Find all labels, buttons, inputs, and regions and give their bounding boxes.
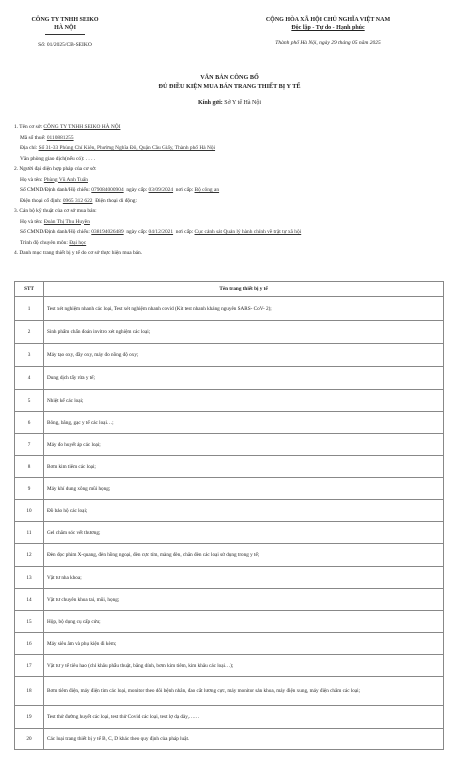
document-title: VĂN BẢN CÔNG BỐ	[200, 74, 259, 81]
row-equipment-name: Gel chăm sóc vết thương;	[44, 522, 444, 544]
document-subtitle: ĐỦ ĐIỀU KIỆN MUA BÁN TRANG THIẾT BỊ Y TẾ	[158, 83, 301, 90]
rep-issue-date-value: 03/09/2024	[148, 187, 174, 193]
rep-id-value: 079084000904	[91, 187, 124, 193]
row-stt: 11	[15, 522, 44, 544]
rep-name-value: Phùng Vũ Anh Tuấn	[43, 176, 88, 183]
section-2-label: 2. Người đại diện hợp pháp của cơ sở:	[14, 166, 97, 172]
table-row	[15, 706, 444, 729]
row-stt: 10	[15, 500, 44, 522]
table-row	[15, 589, 444, 611]
table-row	[15, 456, 444, 478]
table-row	[15, 412, 444, 434]
table-row	[15, 390, 444, 412]
row-equipment-name: Test thử đường huyết các loại, test thử Covid các loại, test lợ dạ dày,……	[44, 706, 444, 729]
row-stt: 6	[15, 412, 44, 434]
rep-issue-place-value: Bộ công an	[194, 187, 220, 193]
rep-landline-value: 0965 312 622	[62, 197, 93, 204]
row-equipment-name: Các loại trang thiết bị y tế B, C, D khác theo quy định của pháp luật.	[44, 729, 444, 750]
rep-issue-place-label: nơi cấp:	[175, 187, 194, 193]
tax-line	[14, 133, 444, 144]
row-stt: 15	[15, 611, 44, 633]
address-line	[14, 143, 444, 154]
row-equipment-name: Vật tư y tế tiêu hao (chỉ khâu phẫu thuật, băng dính, bơm kim tiêm, kim khâu các loại…);	[44, 655, 444, 677]
national-header	[238, 16, 418, 47]
row-equipment-name: Vật tư nha khoa;	[44, 567, 444, 589]
row-equipment-name: Bơm kim tiêm các loại;	[44, 456, 444, 478]
table-row	[15, 500, 444, 522]
nation-title: CỘNG HÒA XÃ HỘI CHỦ NGHĨA VIỆT NAM	[265, 17, 391, 23]
office-value: . . . .	[85, 155, 96, 162]
rep-name-line	[14, 175, 444, 186]
facility-name: CÔNG TY TNHH SEIKO HÀ NỘI	[43, 124, 121, 130]
table-row	[15, 522, 444, 544]
tax-label: Mã số thuế:	[20, 134, 46, 141]
row-stt: 4	[15, 367, 44, 390]
table-row	[15, 677, 444, 706]
row-stt: 12	[15, 544, 44, 567]
row-equipment-name: Hộp, bộ dụng cụ cấp cứu;	[44, 611, 444, 633]
document-body	[14, 122, 444, 259]
row-equipment-name: Vật tư chuyên khoa tai, mũi, họng;	[44, 589, 444, 611]
office-line	[14, 154, 444, 165]
table-row	[15, 478, 444, 500]
rep-issue-date-label: ngày cấp:	[126, 187, 148, 193]
section-1-name	[14, 122, 444, 133]
tech-issue-date-value: 04/12/2021	[148, 229, 174, 235]
table-row	[15, 655, 444, 677]
rep-landline-label: Điện thoại cố định:	[20, 197, 62, 204]
table-row	[15, 544, 444, 567]
table-row	[15, 344, 444, 367]
row-stt: 16	[15, 633, 44, 655]
company-city: HÀ NỘI	[54, 25, 76, 31]
row-stt: 19	[15, 706, 44, 729]
table-row	[15, 367, 444, 390]
tech-qual-line	[14, 238, 444, 249]
tax-value: 0110881255	[46, 134, 74, 141]
col-header-stt: STT	[15, 282, 44, 297]
row-stt: 13	[15, 567, 44, 589]
rep-phone-line	[14, 196, 444, 207]
row-equipment-name: Máy tạo oxy, đầy oxy, máy đo nồng độ oxy;	[44, 344, 444, 367]
rep-mobile-label: Điện thoại di động:	[95, 197, 137, 204]
row-stt: 18	[15, 677, 44, 706]
rep-id-line	[14, 185, 444, 196]
tech-name-label: Họ và tên:	[20, 218, 43, 225]
table-row	[15, 633, 444, 655]
row-equipment-name: Dung dịch tẩy rửa y tế;	[44, 367, 444, 390]
row-equipment-name: Đèn đọc phim X-quang, đèn hồng ngoại, đèn cực tím, màng đèn, chăn đèn các loại sử dụng trong y tế;	[44, 544, 444, 567]
row-equipment-name: Máy khí dung xông mũi họng;	[44, 478, 444, 500]
table-row	[15, 297, 444, 321]
section-3-label: 3. Cán bộ kỹ thuật của cơ sở mua bán:	[14, 208, 97, 214]
company-name: CÔNG TY TNHH SEIKO	[31, 17, 99, 23]
tech-name-value: Đoàn Thị Thu Huyền	[43, 218, 90, 225]
row-stt: 17	[15, 655, 44, 677]
recipient-line	[0, 100, 459, 106]
equipment-table	[14, 281, 444, 750]
row-equipment-name: Bông, băng, gạc y tế các loại…;	[44, 412, 444, 434]
tech-issue-place-label: nơi cấp:	[175, 229, 194, 235]
tech-qual-value: Đại học	[69, 239, 87, 246]
recipient-label: Kính gửi:	[197, 100, 223, 106]
row-stt: 8	[15, 456, 44, 478]
row-stt: 9	[15, 478, 44, 500]
tech-name-line	[14, 217, 444, 228]
tech-id-value: 038194026489	[91, 229, 124, 235]
document-date: Thành phố Hà Nội, ngày 29 tháng 05 năm 2025	[275, 40, 381, 46]
tech-id-line	[14, 227, 444, 238]
table-row	[15, 611, 444, 633]
row-stt: 2	[15, 321, 44, 344]
nation-motto: Độc lập - Tự do - Hạnh phúc	[291, 25, 365, 31]
header-divider	[45, 34, 85, 35]
company-header	[10, 16, 120, 49]
row-stt: 5	[15, 390, 44, 412]
table-row	[15, 729, 444, 750]
row-stt: 7	[15, 434, 44, 456]
section-4-label: 4. Danh mục trang thiết bị y tế do cơ sở thực hiện mua bán.	[14, 250, 143, 256]
table-row	[15, 321, 444, 344]
table-row	[15, 567, 444, 589]
tech-qual-label: Trình độ chuyên môn:	[20, 239, 68, 246]
row-equipment-name: Bơm tiêm điện, máy điện tim các loại, monitor theo dõi bệnh nhân, đao cắt lương cực, máy monitor sản khoa, máy điện xung, máy điện châm các loại;	[44, 677, 444, 706]
address-value: Số 31-33 Phùng Chí Kiên, Phường Nghĩa Đô, Quận Cầu Giấy, Thành phố Hà Nội	[38, 145, 216, 151]
table-header-row	[15, 282, 444, 297]
row-equipment-name: Sinh phẩm chẩn đoán invitro xét nghiệm các loại;	[44, 321, 444, 344]
row-stt: 3	[15, 344, 44, 367]
tech-issue-place-value: Cục cảnh sát Quản lý hành chính về trật tự xã hội	[194, 229, 302, 235]
row-equipment-name: Đồ bảo hộ các loại;	[44, 500, 444, 522]
row-stt: 20	[15, 729, 44, 750]
row-equipment-name: Test xét nghiệm nhanh các loại, Test xét nghiệm nhanh covid (Kit test nhanh kháng nguyên SARS- CoV- 2);	[44, 297, 444, 321]
rep-id-label: Số CMND/Định danh/Hộ chiếu:	[20, 187, 90, 193]
tech-issue-date-label: ngày cấp:	[126, 229, 148, 235]
row-equipment-name: Nhiệt kế các loại;	[44, 390, 444, 412]
table-row	[15, 434, 444, 456]
section-1-label: 1. Tên cơ sở:	[14, 124, 43, 130]
address-label: Địa chỉ:	[20, 145, 38, 151]
recipient-value: Sở Y tế Hà Nội	[224, 100, 261, 106]
row-equipment-name: Máy đo huyết áp các loại;	[44, 434, 444, 456]
col-header-name: Tên trang thiết bị y tế	[44, 282, 444, 297]
row-stt: 1	[15, 297, 44, 321]
tech-id-label: Số CMND/Định danh/Hộ chiếu:	[20, 229, 90, 235]
rep-name-label: Họ và tên:	[20, 176, 43, 183]
office-label: Văn phòng giao dịch(nếu có):	[20, 155, 85, 162]
row-stt: 14	[15, 589, 44, 611]
row-equipment-name: Máy siêu âm và phụ kiện đi kèm;	[44, 633, 444, 655]
document-number: Số: 01/2025/CB-SEIKO	[38, 42, 92, 48]
